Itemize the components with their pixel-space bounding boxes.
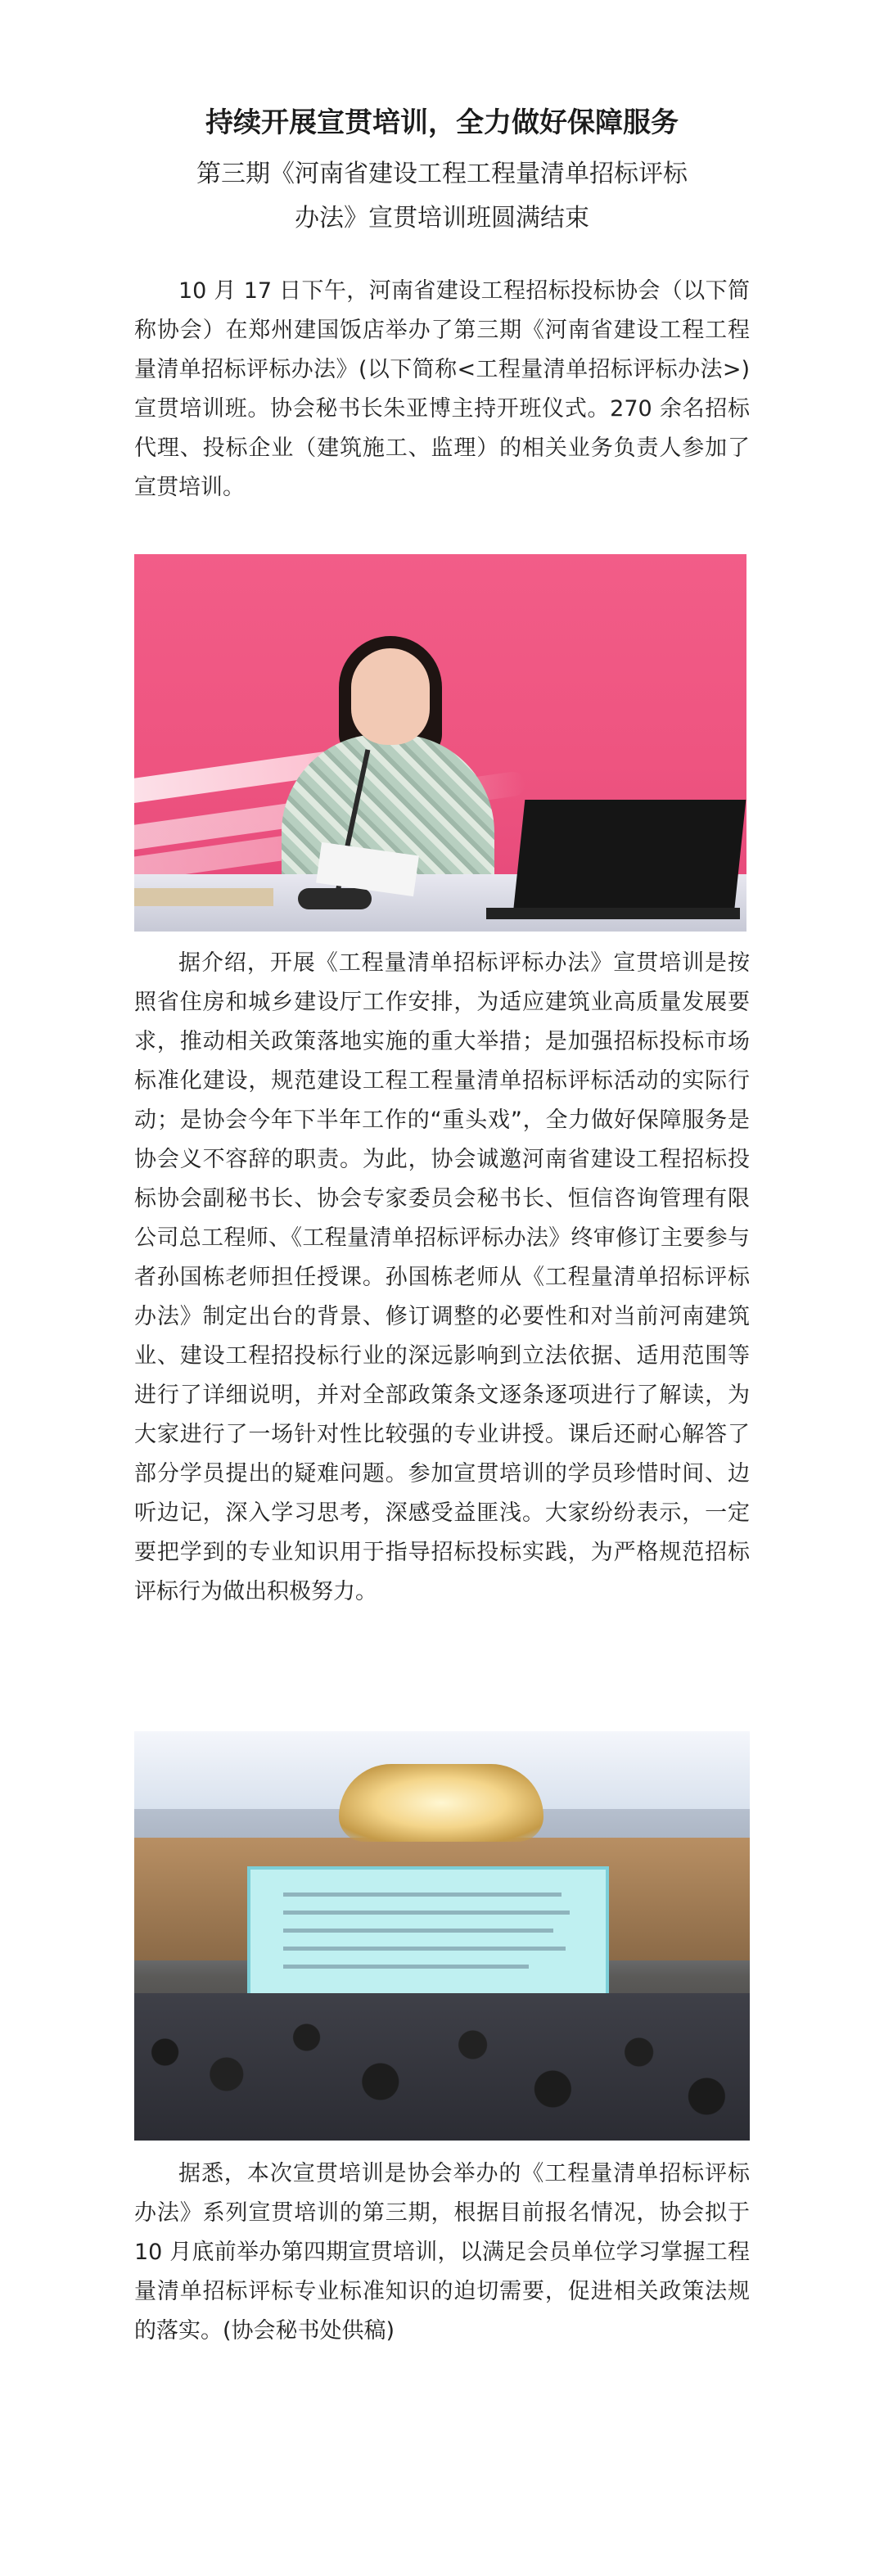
paragraph-3: 据悉，本次宣贯培训是协会举办的《工程量清单招标评标办法》系列宣贯培训的第三期，根据目前报名情况，协会拟于 10 月底前举办第四期宣贯培训，以满足会员单位学习掌握工程量清单招标评标专业标准知识的迫切需要，促进相关政策法规的落实。(协会秘书处供稿) xyxy=(134,2161,750,2344)
speaker-face xyxy=(351,648,430,745)
screen-text-line xyxy=(283,1929,553,1933)
article-subtitle xyxy=(134,152,750,241)
subtitle-line-1: 第三期《河南省建设工程工程量清单招标评标 xyxy=(196,160,688,188)
paragraph-1: 10 月 17 日下午，河南省建设工程招标投标协会（以下简称协会）在郑州建国饭店举办了第三期《河南省建设工程工程量清单招标评标办法》(以下简称<工程量清单招标评标办法>)宣贯培训班。协会秘书长朱亚博主持开班仪式。270 余名招标代理、投标企业（建筑施工、监理）的相关业务负责人参加了宣贯培训。 xyxy=(134,278,750,500)
laptop-icon xyxy=(513,800,746,914)
screen-text-line xyxy=(283,1965,529,1969)
chandelier-icon xyxy=(339,1764,543,1842)
subtitle-line-2: 办法》宣贯培训班圆满结束 xyxy=(295,204,589,232)
screen-text-line xyxy=(283,1911,570,1915)
article-title: 持续开展宣贯培训，全力做好保障服务 xyxy=(205,106,679,139)
projection-screen xyxy=(247,1866,609,2002)
audience xyxy=(134,1993,750,2141)
microphone-base xyxy=(298,888,372,909)
laptop-base xyxy=(486,908,740,919)
photo-speaker-at-podium xyxy=(134,554,746,932)
screen-text-line xyxy=(283,1947,566,1951)
screen-text-line xyxy=(283,1893,562,1897)
paragraph-2: 据介绍，开展《工程量清单招标评标办法》宣贯培训是按照省住房和城乡建设厅工作安排，为适应建筑业高质量发展要求，推动相关政策落地实施的重大举措；是加强招标投标市场标准化建设，规范建设工程工程量清单招标评标活动的实际行动；是协会今年下半年工作的“重头戏”，全力做好保障服务是协会义不容辞的职责。为此，协会诚邀河南省建设工程招标投标协会副秘书长、协会专家委员会秘书长、恒信咨询管理有限公司总工程师、《工程量清单招标评标办法》终审修订主要参与者孙国栋老师担任授课。孙国栋老师从《工程量清单招标评标办法》制定出台的背景、修订调整的必要性和对当前河南建筑业、建设工程招投标行业的深远影响到立法依据、适用范围等进行了详细说明，并对全部政策条文逐条逐项进行了解读，为大家进行了一场针对性比较强的专业讲授。课后还耐心解答了部分学员提出的疑难问题。参加宣贯培训的学员珍惜时间、边听边记，深入学习思考，深感受益匪浅。大家纷纷表示，一定要把学到的专业知识用于指导招标投标实践，为严格规范招标评标行为做出积极努力。 xyxy=(134,950,750,1604)
desk-book xyxy=(134,888,273,906)
photo-training-hall xyxy=(134,1731,750,2141)
